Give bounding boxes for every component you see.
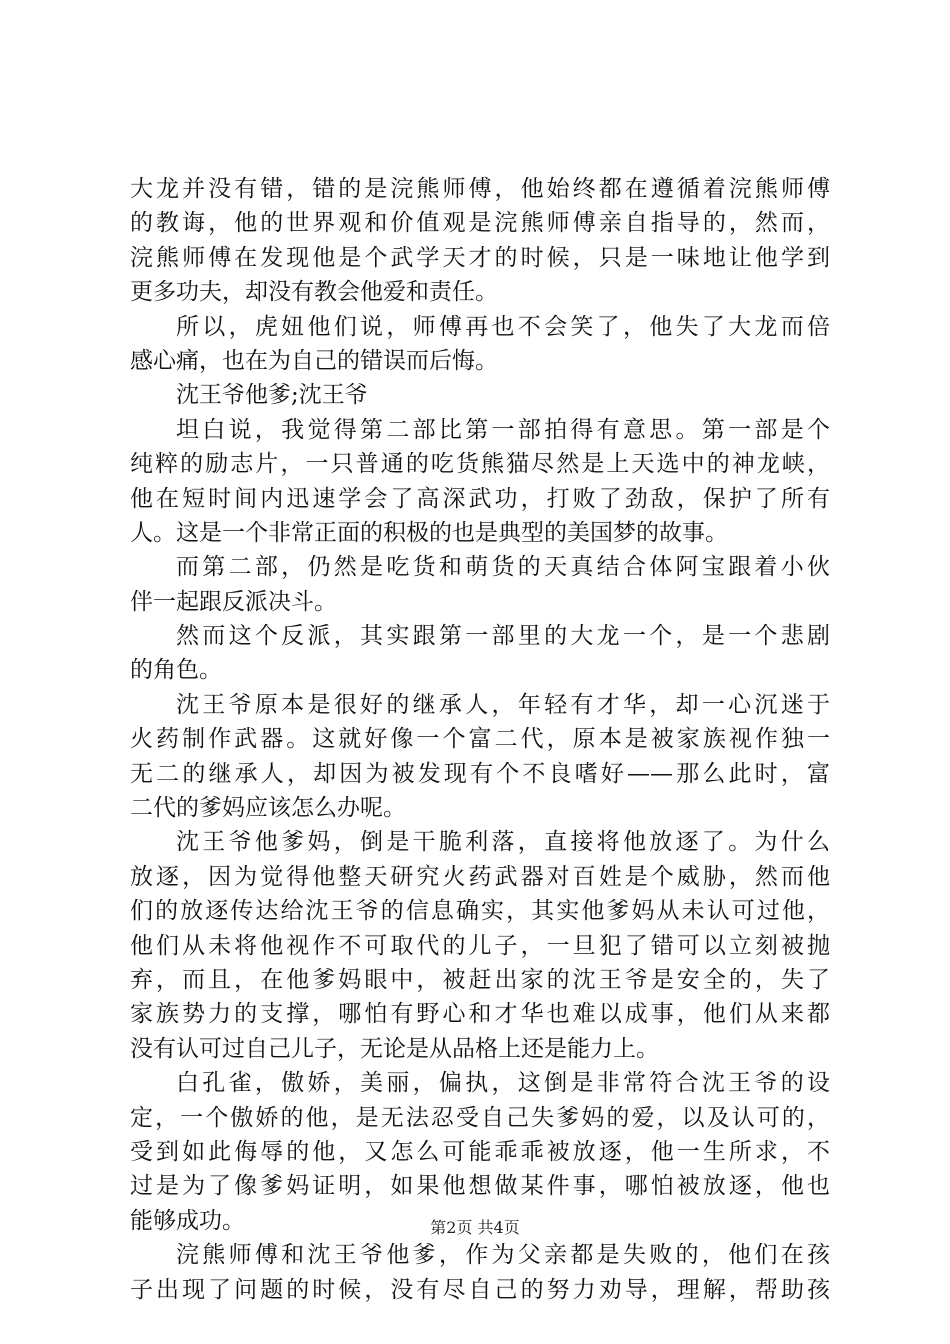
text-line: 感心痛，也在为自己的错误而后悔。 xyxy=(130,347,498,374)
text-line: 家族势力的支撑，哪怕有野心和才华也难以成事，他们从来都 xyxy=(130,1001,830,1028)
text-line: 更多功夫，却没有教会他爱和责任。 xyxy=(130,279,498,306)
text-line: 所以，虎妞他们说，师傅再也不会笑了，他失了大龙而倍 xyxy=(176,313,830,340)
text-line: 弃，而且，在他爹妈眼中，被赶出家的沈王爷是安全的，失了 xyxy=(130,966,830,993)
text-line: 他们从未将他视作不可取代的儿子，一旦犯了错可以立刻被抛 xyxy=(130,932,830,959)
text-line: 纯粹的励志片，一只普通的吃货熊猫尽然是上天选中的神龙峡， xyxy=(130,451,830,478)
paragraph xyxy=(130,550,830,619)
text-line: 坦白说，我觉得第二部比第一部拍得有意思。第一部是个 xyxy=(176,416,830,443)
text-line: 浣熊师傅和沈王爷他爹，作为父亲都是失败的，他们在孩 xyxy=(176,1242,830,1269)
paragraph xyxy=(130,688,830,826)
text-line: 沈王爷他爹;沈王爷 xyxy=(176,382,368,409)
text-line: 他在短时间内迅速学会了高深武功，打败了劲敌，保护了所有 xyxy=(130,485,830,512)
paragraph xyxy=(130,1066,830,1238)
text-line: 没有认可过自己儿子，无论是从品格上还是能力上。 xyxy=(130,1035,659,1062)
text-line: 火药制作武器。这就好像一个富二代，原本是被家族视作独一 xyxy=(130,726,830,753)
text-line: 定，一个傲娇的他，是无法忍受自己失爹妈的爱，以及认可的， xyxy=(130,1104,830,1131)
text-line: 无二的继承人，却因为被发现有个不良嗜好——那么此时，富 xyxy=(130,760,830,787)
text-line: 沈王爷他爹妈，倒是干脆利落，直接将他放逐了。为什么 xyxy=(176,829,830,856)
body-text xyxy=(130,172,830,1307)
paragraph xyxy=(130,413,830,551)
text-line: 子出现了问题的时候，没有尽自己的努力劝导，理解，帮助孩 xyxy=(130,1276,830,1303)
paragraph xyxy=(130,825,830,1066)
text-line: 过是为了像爹妈证明，如果他想做某件事，哪怕被放逐，他也 xyxy=(130,1173,830,1200)
text-line: 白孔雀，傲娇，美丽，偏执，这倒是非常符合沈王爷的设 xyxy=(176,1070,830,1097)
paragraph xyxy=(130,310,830,379)
page-footer: 第2页 共4页 xyxy=(430,1218,520,1237)
text-line: 放逐，因为觉得他整天研究火药武器对百姓是个威胁，然而他 xyxy=(130,863,830,890)
text-line: 浣熊师傅在发现他是个武学天才的时候，只是一味地让他学到 xyxy=(130,244,830,271)
paragraph xyxy=(130,619,830,688)
text-line: 的角色。 xyxy=(130,657,222,684)
text-line: 大龙并没有错，错的是浣熊师傅，他始终都在遵循着浣熊师傅 xyxy=(130,176,830,202)
text-line: 然而这个反派，其实跟第一部里的大龙一个，是一个悲剧 xyxy=(176,623,830,650)
paragraph xyxy=(130,378,830,412)
text-line: 而第二部，仍然是吃货和萌货的天真结合体阿宝跟着小伙 xyxy=(176,554,830,581)
text-line: 二代的爹妈应该怎么办呢。 xyxy=(130,795,406,822)
text-line: 能够成功。 xyxy=(130,1207,245,1234)
paragraph xyxy=(130,1238,830,1307)
text-line: 伴一起跟反派决斗。 xyxy=(130,588,337,615)
text-line: 们的放逐传达给沈王爷的信息确实，其实他爹妈从未认可过他， xyxy=(130,898,830,925)
text-line: 人。这是一个非常正面的积极的也是典型的美国梦的故事。 xyxy=(130,519,728,546)
text-line: 沈王爷原本是很好的继承人，年轻有才华，却一心沉迷于 xyxy=(176,691,830,718)
paragraph xyxy=(130,172,830,310)
text-line: 的教诲，他的世界观和价值观是浣熊师傅亲自指导的，然而， xyxy=(130,210,830,237)
text-line: 受到如此侮辱的他，又怎么可能乖乖被放逐，他一生所求，不 xyxy=(130,1138,830,1165)
